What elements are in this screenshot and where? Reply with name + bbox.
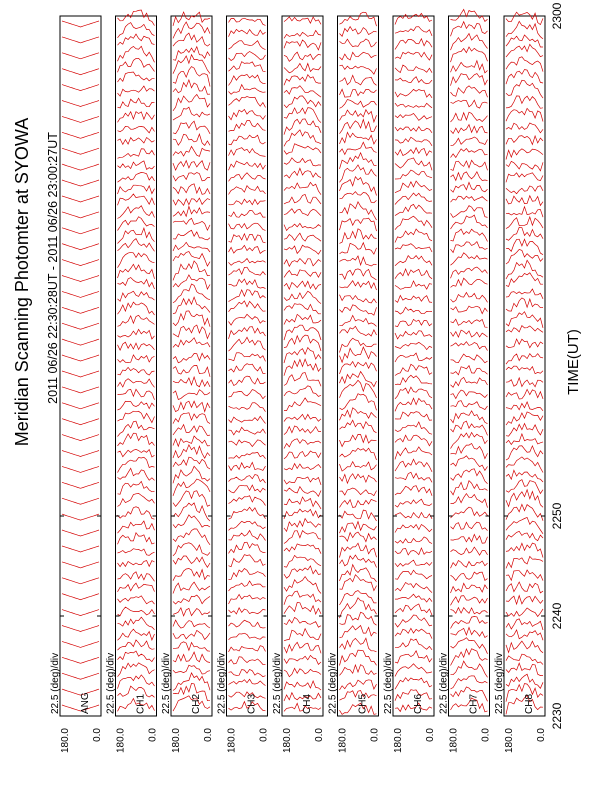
ytick-top-label: 180.0: [337, 728, 349, 754]
panel-scale-label: 22.5 (deg)/div: [216, 652, 228, 714]
x-tick-label: 2300: [550, 2, 564, 30]
ytick-top-label: 180.0: [60, 728, 71, 754]
panel-scale-label: 22.5 (deg)/div: [494, 652, 505, 714]
panel-channel-label: CH8: [524, 693, 535, 714]
chart-title: Meridian Scanning Photomter at SYOWA: [12, 117, 32, 447]
x-tick-label: 2240: [550, 602, 564, 630]
ytick-top-label: 180.0: [504, 728, 515, 754]
panel-scale-label: 22.5 (deg)/div: [438, 652, 450, 714]
ytick-bottom-label: 0.0: [203, 728, 214, 742]
x-tick-label: 2230: [550, 702, 564, 730]
panel-scale-label: 22.5 (deg)/div: [161, 652, 172, 714]
panel-scale-label: 22.5 (deg)/div: [50, 652, 61, 714]
panel-channel-label: ANG: [80, 692, 91, 714]
ytick-bottom-label: 0.0: [425, 728, 436, 742]
ytick-top-label: 180.0: [226, 728, 238, 754]
panel-channel-label: CH1: [135, 693, 147, 714]
ytick-bottom-label: 0.0: [92, 728, 103, 742]
panel-channel-label: CH6: [413, 693, 424, 714]
ytick-bottom-label: 0.0: [147, 728, 159, 742]
panel-scale-label: 22.5 (deg)/div: [327, 652, 339, 714]
panel-scale-label: 22.5 (deg)/div: [272, 652, 283, 714]
ytick-bottom-label: 0.0: [314, 728, 325, 742]
panel-channel-label: CH2: [191, 693, 202, 714]
ytick-bottom-label: 0.0: [369, 728, 381, 742]
panel-channel-label: CH7: [468, 693, 480, 714]
x-axis-label: TIME(UT): [565, 329, 582, 395]
panel-channel-label: CH3: [246, 693, 258, 714]
ytick-bottom-label: 0.0: [258, 728, 270, 742]
ytick-top-label: 180.0: [393, 728, 404, 754]
panel-channel-label: CH4: [302, 693, 313, 714]
ytick-bottom-label: 0.0: [480, 728, 492, 742]
panel-scale-label: 22.5 (deg)/div: [105, 652, 117, 714]
ytick-top-label: 180.0: [115, 728, 127, 754]
x-tick-label: 2250: [550, 502, 564, 530]
chart-subtitle: 2011 06/26 22:30:28UT - 2011 06/26 23:00:27UT: [46, 132, 60, 404]
panel-channel-label: CH5: [357, 693, 369, 714]
ytick-top-label: 180.0: [171, 728, 182, 754]
ytick-top-label: 180.0: [448, 728, 460, 754]
panel-scale-label: 22.5 (deg)/div: [383, 652, 394, 714]
ytick-top-label: 180.0: [282, 728, 293, 754]
ytick-bottom-label: 0.0: [536, 728, 547, 742]
